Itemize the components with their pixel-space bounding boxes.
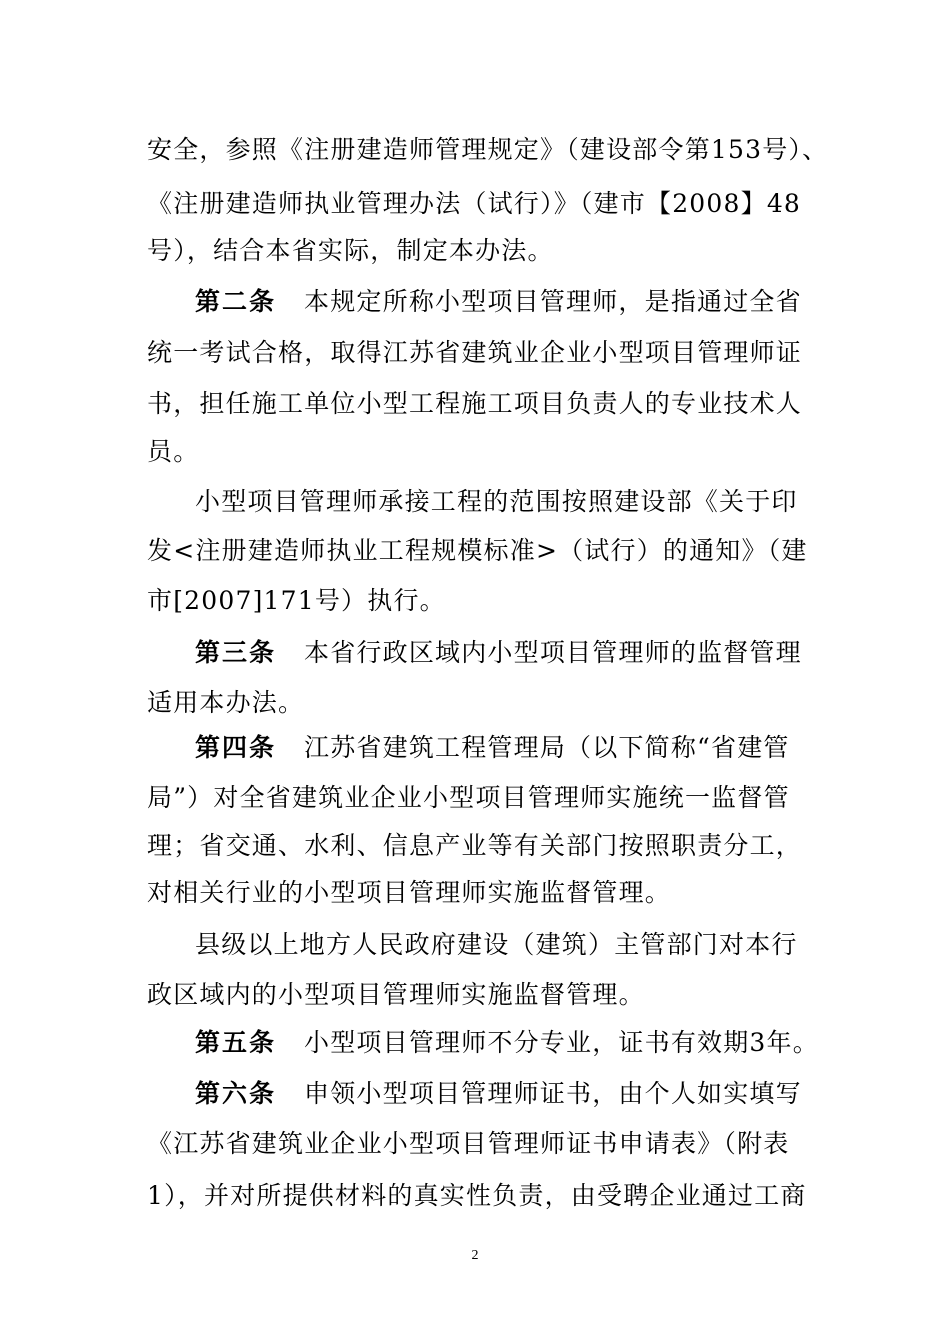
article-6-line xyxy=(195,1074,802,1114)
article-6-text: 申领小型项目管理师证书，由个人如实填写 xyxy=(304,1079,802,1108)
article-3-line xyxy=(195,633,802,673)
article-4-text: 江苏省建筑工程管理局（以下简称“省建管 xyxy=(304,733,790,762)
article-5-label: 第五条 xyxy=(195,1028,277,1057)
article-2-text: 本规定所称小型项目管理师，是指通过全省 xyxy=(304,287,802,316)
text-line: 发<注册建造师执业工程规模标准>（试行）的通知》（建 xyxy=(147,536,808,565)
text-line: 对相关行业的小型项目管理师实施监督管理。 xyxy=(147,878,672,907)
page-number: 2 xyxy=(471,1248,479,1263)
text-line: 书，担任施工单位小型工程施工项目负责人的专业技术人 xyxy=(147,389,803,418)
text-line: 市[2007]171号）执行。 xyxy=(147,586,446,615)
article-3-text: 本省行政区域内小型项目管理师的监督管理 xyxy=(304,638,802,667)
text-line: 统一考试合格，取得江苏省建筑业企业小型项目管理师证 xyxy=(147,338,803,367)
article-4-line xyxy=(195,728,790,768)
text-line: 号），结合本省实际，制定本办法。 xyxy=(147,236,554,265)
article-5-text: 小型项目管理师不分专业，证书有效期3年。 xyxy=(304,1028,819,1057)
text-line: 政区域内的小型项目管理师实施监督管理。 xyxy=(147,980,645,1009)
text-line: 《注册建造师执业管理办法（试行）》（建市【2008】48 xyxy=(147,189,802,218)
article-3-label: 第三条 xyxy=(195,638,277,667)
article-2-line xyxy=(195,282,802,322)
text-line: 适用本办法。 xyxy=(147,688,305,717)
article-5-line xyxy=(195,1023,819,1063)
article-2-label: 第二条 xyxy=(195,287,277,316)
article-4-label: 第四条 xyxy=(195,733,277,762)
text-line: 《江苏省建筑业企业小型项目管理师证书申请表》（附表 xyxy=(147,1129,790,1158)
text-line: 安全，参照《注册建造师管理规定》（建设部令第153号）、 xyxy=(147,135,829,164)
text-line: 县级以上地方人民政府建设（建筑）主管部门对本行 xyxy=(195,930,798,959)
text-line: 小型项目管理师承接工程的范围按照建设部《关于印 xyxy=(195,487,798,516)
text-line: 员。 xyxy=(147,437,200,466)
text-line: 理；省交通、水利、信息产业等有关部门按照职责分工， xyxy=(147,831,803,860)
text-line: 局”）对全省建筑业企业小型项目管理师实施统一监督管 xyxy=(147,783,790,812)
article-6-label: 第六条 xyxy=(195,1079,277,1108)
text-line: 1），并对所提供材料的真实性负责，由受聘企业通过工商 xyxy=(147,1181,807,1210)
